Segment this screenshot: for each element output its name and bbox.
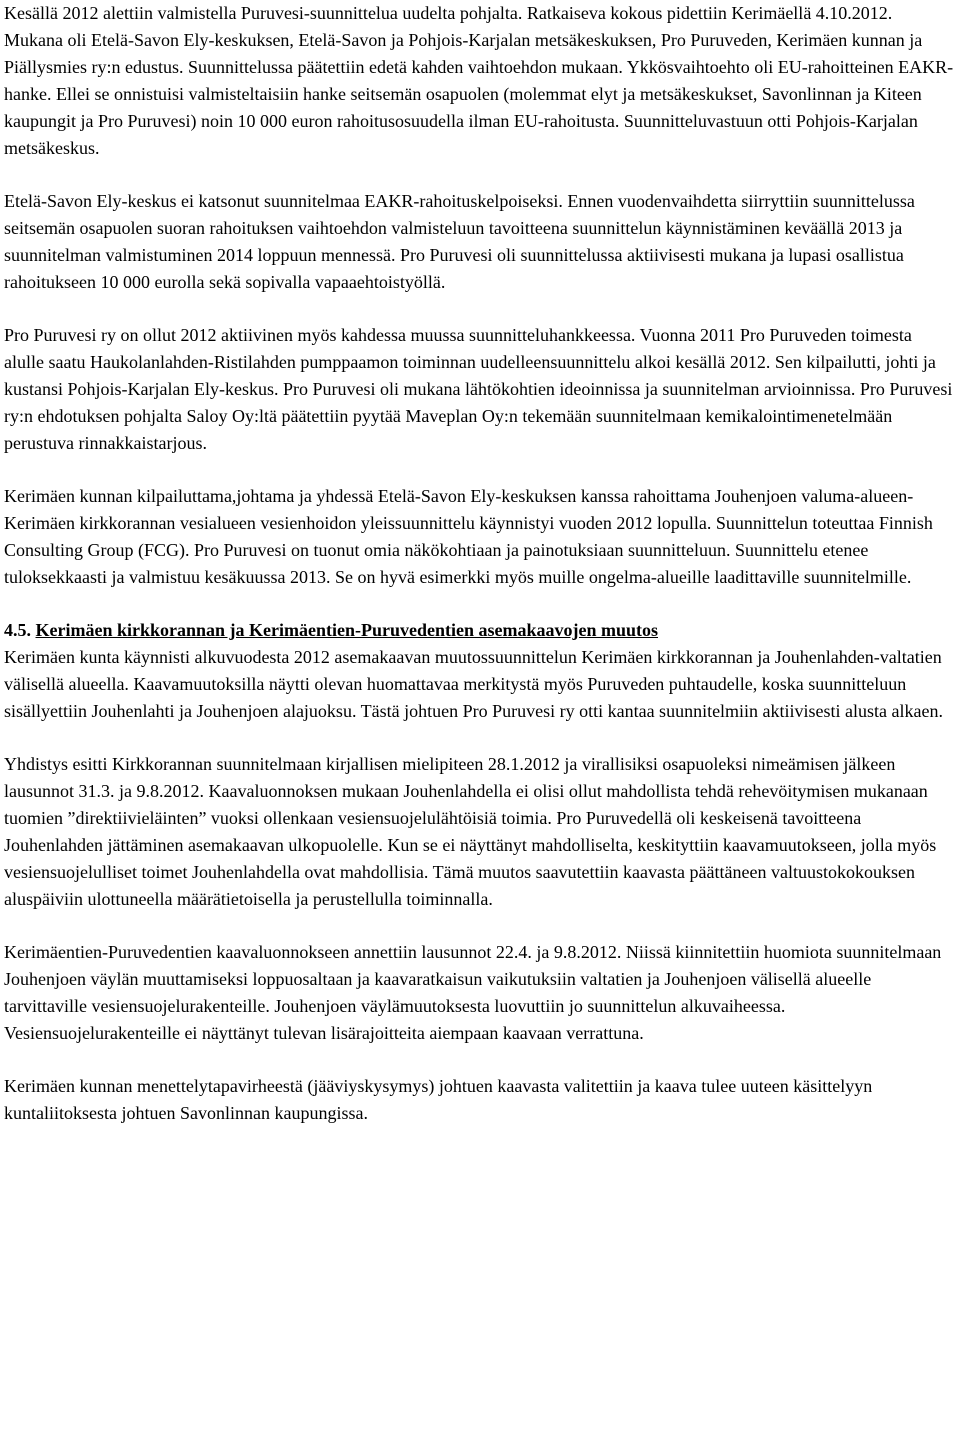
paragraph-gap (4, 296, 954, 322)
section-number: 4.5. (4, 620, 31, 640)
section-heading (4, 617, 954, 644)
paragraph-gap (4, 591, 954, 617)
paragraph-8: Kerimäen kunnan menettelytapavirheestä (jääviyskysymys) johtuen kaavasta valitettiin ja kaava tulee uuteen käsittelyyn kuntaliitoksesta johtuen Savonlinnan kaupungissa. (4, 1076, 873, 1123)
paragraph-gap (4, 725, 954, 751)
document-page (4, 0, 954, 1127)
paragraph-3: Pro Puruvesi ry on ollut 2012 aktiivinen myös kahdessa muussa suunnitteluhankkeessa. Vuonna 2011 Pro Puruveden toimesta alulle saatu Haukolanlahden-Ristilahden pumppaamon toiminnan uudelleensuunnittelu alkoi kesällä 2012. Sen kilpailutti, johti ja kustansi Pohjois-Karjalan Ely-keskus. Pro Puruvesi oli mukana lähtökohtien ideoinnissa ja suunnitelman arvioinnissa. Pro Puruvesi ry:n ehdotuksen pohjalta Saloy Oy:ltä päätettiin pyytää Maveplan Oy:n tekemään suunnitelmaan kemikalointimenetelmään perustuva rinnakkaistarjous. (4, 325, 953, 453)
paragraph-6: Yhdistys esitti Kirkkorannan suunnitelmaan kirjallisen mielipiteen 28.1.2012 ja virallisiksi osapuoleksi nimeämisen jälkeen lausunnot 31.3. ja 9.8.2012. Kaavaluonnoksen mukaan Jouhenlahdella ei olisi ollut mahdollista tehdä rehevöitymisen mukanaan tuomien ”direktiivieläinten” vuoksi ollenkaan vesiensuojelulähtöisiä toimia. Pro Puruvedellä oli keskeisenä tavoitteena Jouhenlahden jättäminen asemakaavan ulkopuolelle. Kun se ei näyttänyt mahdolliselta, keskityttiin kaavamuutokseen, jolla myös vesiensuojelulliset toimet Jouhenlahdella ovat mahdollisia. Tämä muutos saavutettiin kaavasta päättäneen valtuustokokouksen aluspäiviin ulottuneella määrätietoisella ja perustellulla toiminnalla. (4, 754, 937, 909)
paragraph-7: Kerimäentien-Puruvedentien kaavaluonnokseen annettiin lausunnot 22.4. ja 9.8.2012. Niissä kiinnitettiin huomiota suunnitelmaan Jouhenjoen väylän muuttamiseksi loppuosaltaan ja kaavaratkaisun vaikutuksiin valtatien ja Jouhenjoen välisellä alueelle tarvittaville vesiensuojelurakenteille. Jouhenjoen väylämuutoksesta luovuttiin jo suunnittelun alkuvaiheessa. Vesiensuojelurakenteille ei näyttänyt tulevan lisärajoitteita aiempaan kaavaan verrattuna. (4, 942, 942, 1043)
section-title: Kerimäen kirkkorannan ja Kerimäentien-Puruvedentien asemakaavojen muutos (35, 620, 658, 640)
paragraph-1: Kesällä 2012 alettiin valmistella Puruvesi-suunnittelua uudelta pohjalta. Ratkaiseva kokous pidettiin Kerimäellä 4.10.2012. Mukana oli Etelä-Savon Ely-keskuksen, Etelä-Savon ja Pohjois-Karjalan metsäkeskuksen, Pro Puruveden, Kerimäen kunnan ja Piällysmies ry:n edustus. Suunnittelussa päätettiin edetä kahden vaihtoehdon mukaan. Ykkösvaihtoehto oli EU-rahoitteinen EAKR-hanke. Ellei se onnistuisi valmisteltaisiin hanke seitsemän osapuolen (molemmat elyt ja metsäkeskukset, Savonlinnan ja Kiteen kaupungit ja Pro Puruvesi) noin 10 000 euron rahoitusosuudella ilman EU-rahoitusta. Suunnitteluvastuun otti Pohjois-Karjalan metsäkeskus. (4, 3, 954, 158)
paragraph-gap (4, 162, 954, 188)
paragraph-4: Kerimäen kunnan kilpailuttama,johtama ja yhdessä Etelä-Savon Ely-keskuksen kanssa rahoittama Jouhenjoen valuma-alueen-Kerimäen kirkkorannan vesialueen vesienhoidon yleissuunnittelu käynnistyi vuoden 2012 lopulla. Suunnittelun toteuttaa Finnish Consulting Group (FCG). Pro Puruvesi on tuonut omia näkökohtiaan ja painotuksiaan suunnitteluun. Suunnittelu etenee tuloksekkaasti ja valmistuu kesäkuussa 2013. Se on hyvä esimerkki myös muille ongelma-alueille laadittaville suunnitelmille. (4, 486, 933, 587)
paragraph-2: Etelä-Savon Ely-keskus ei katsonut suunnitelmaa EAKR-rahoituskelpoiseksi. Ennen vuodenvaihdetta siirryttiin suunnittelussa seitsemän osapuolen suoran rahoituksen vaihtoehdon valmisteluun tavoitteena suunnittelun käynnistäminen keväällä 2013 ja suunnitelman valmistuminen 2014 loppuun mennessä. Pro Puruvesi oli suunnittelussa aktiivisesti mukana ja lupasi osallistua rahoitukseen 10 000 eurolla sekä sopivalla vapaaehtoistyöllä. (4, 191, 915, 292)
paragraph-gap (4, 457, 954, 483)
paragraph-gap (4, 1047, 954, 1073)
paragraph-gap (4, 913, 954, 939)
paragraph-5: Kerimäen kunta käynnisti alkuvuodesta 2012 asemakaavan muutossuunnittelun Kerimäen kirkkorannan ja Jouhenlahden-valtatien välisellä alueella. Kaavamuutoksilla näytti olevan huomattavaa merkitystä myös Puruveden puhtaudelle, koska suunnitteluun sisällyettiin Jouhenlahti ja Jouhenjoen alajuoksu. Tästä johtuen Pro Puruvesi ry otti kantaa suunnitelmiin aktiivisesti alusta alkaen. (4, 647, 944, 721)
